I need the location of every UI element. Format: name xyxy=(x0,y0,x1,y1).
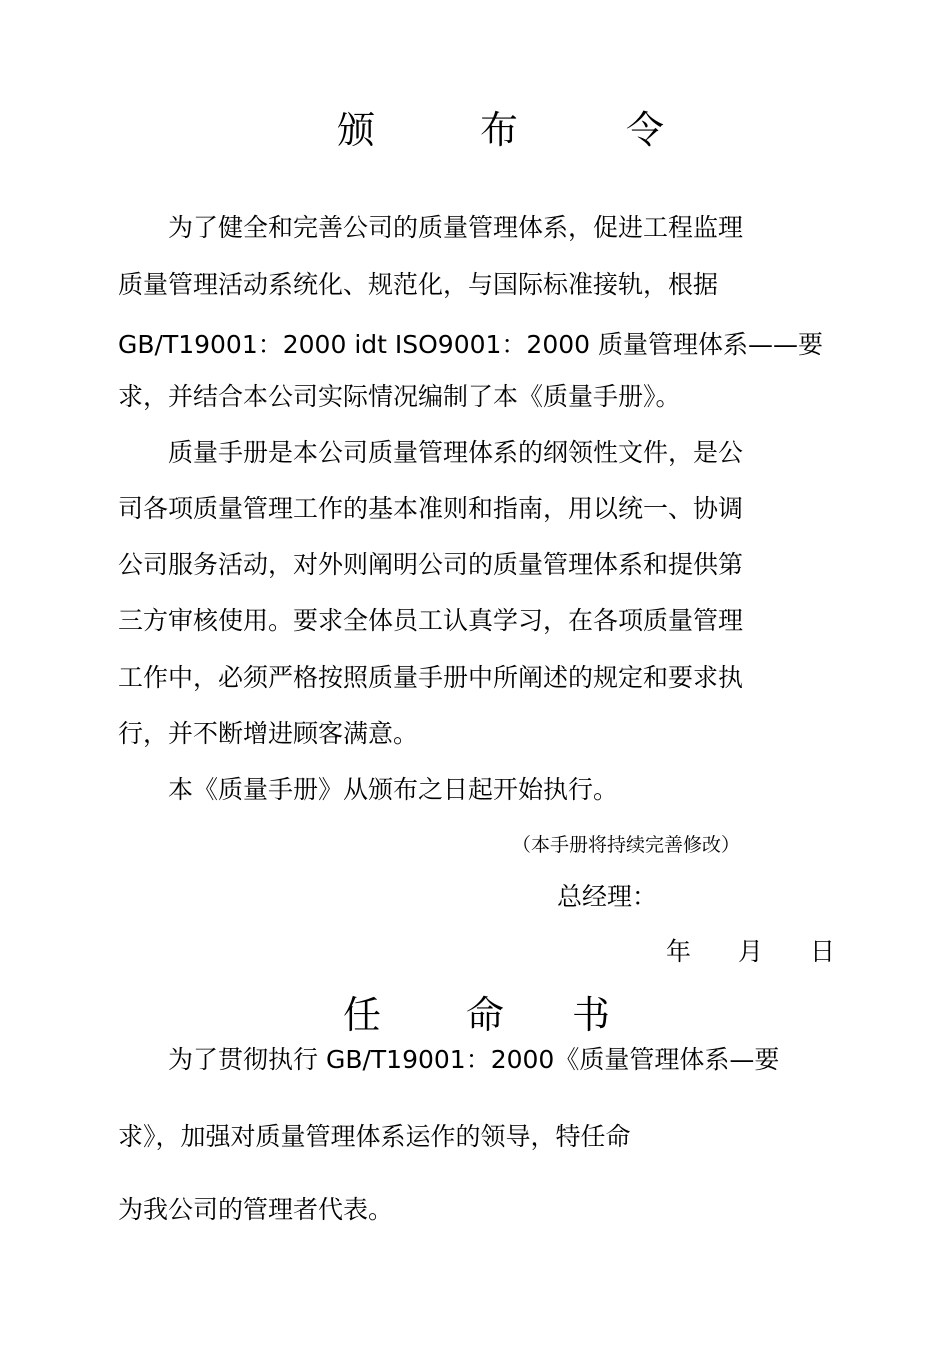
date-day-char: 日 xyxy=(810,937,836,966)
decree-p1-line-3: GB/T19001：2000 idt ISO9001：2000 质量管理体系——要 xyxy=(118,330,823,359)
decree-title-char-2: 布 xyxy=(480,108,519,152)
decree-p3: 本《质量手册》从颁布之日起开始执行。 xyxy=(168,775,619,804)
decree-p2-line-3: 公司服务活动，对外则阐明公司的质量管理体系和提供第 xyxy=(118,550,744,579)
decree-p2-line-4: 三方审核使用。要求全体员工认真学习，在各项质量管理 xyxy=(118,606,744,635)
decree-p1-line-1: 为了健全和完善公司的质量管理体系，促进工程监理 xyxy=(168,213,744,242)
decree-p2-line-2: 司各项质量管理工作的基本准则和指南，用以统一、协调 xyxy=(118,494,744,523)
appointment-line-3: 为我公司的管理者代表。 xyxy=(118,1195,394,1224)
appointment-title-char-1: 任 xyxy=(343,993,382,1037)
date-year-char: 年 xyxy=(666,937,692,966)
appointment-title-char-2: 命 xyxy=(466,993,505,1037)
appointment-line-2: 求》，加强对质量管理体系运作的领导，特任命 xyxy=(118,1122,631,1151)
appointment-line-1: 为了贯彻执行 GB/T19001：2000《质量管理体系—要 xyxy=(168,1045,780,1074)
decree-title-char-3: 令 xyxy=(626,108,665,152)
date-month-char: 月 xyxy=(738,937,764,966)
decree-p2-line-5: 工作中，必须严格按照质量手册中所阐述的规定和要求执 xyxy=(118,663,744,692)
decree-p1-line-2: 质量管理活动系统化、规范化，与国际标准接轨，根据 xyxy=(118,270,719,299)
decree-p2-line-6: 行，并不断增进顾客满意。 xyxy=(118,719,419,748)
signature-label: 总经理： xyxy=(557,882,658,911)
decree-p1-line-4: 求，并结合本公司实际情况编制了本《质量手册》。 xyxy=(118,382,681,411)
decree-title-char-1: 颁 xyxy=(337,108,376,152)
decree-note: （本手册将持续完善修改） xyxy=(512,834,741,856)
appointment-title-char-3: 书 xyxy=(572,993,611,1037)
decree-p2-line-1: 质量手册是本公司质量管理体系的纲领性文件，是公 xyxy=(168,438,744,467)
